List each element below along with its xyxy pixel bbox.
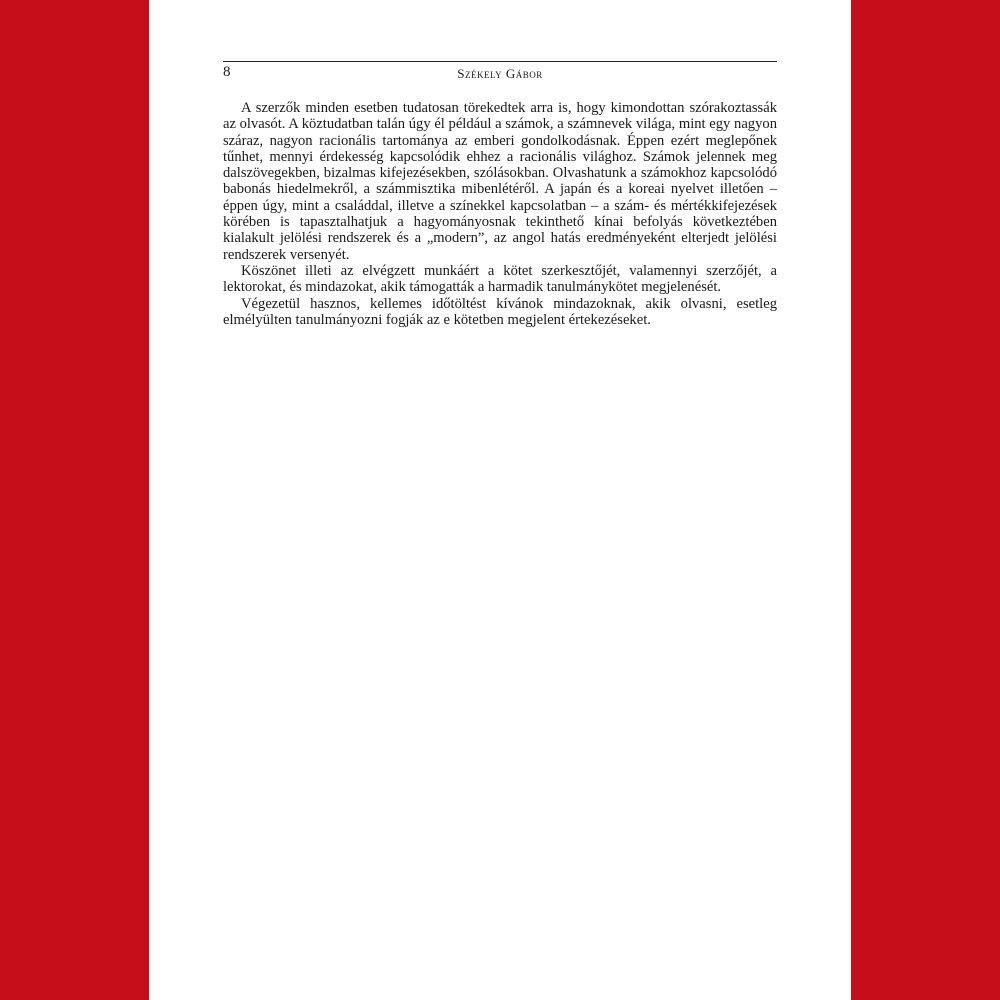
body-text <box>223 100 777 328</box>
paragraph-intro: A szerzők minden esetben tudatosan törekedtek arra is, hogy kimondottan szórakoztassák az olvasót. A köztudatban talán úgy él például a számok, a számnevek világa, mint egy nagyon száraz, nagyon racionális tartománya az emberi gondolkodásnak. Éppen ezért meglepőnek tűnhet, mennyi érdekesség kapcsolódik ehhez a racionális világhoz. Számok jelennek meg dalszövegekben, bizalmas kifejezésekben, szólásokban. Olvashatunk a számokhoz kapcsolódó babonás hiedelmekről, a számmisztika mibenlétéről. A japán és a koreai nyelvet illetően – éppen úgy, mint a családdal, illetve a színekkel kapcsolatban – a szám- és mértékkifejezések körében is tapasztalhatjuk a hagyományosnak tekinthető kínai befolyás következtében kialakult jelölési rendszerek és a „modern”, az angol hatás eredményeként elterjedt jelölési rendszerek versenyét. <box>223 100 777 263</box>
book-page <box>149 0 851 1000</box>
page-number: 8 <box>223 64 231 80</box>
paragraph-closing: Végezetül hasznos, kellemes időtöltést kívánok mindazoknak, akik olvasni, esetleg elmélyülten tanulmányozni fogják az e kötetben megjelent értekezéseket. <box>223 295 777 328</box>
running-head-author: Székely Gábor <box>457 66 543 81</box>
paragraph-acknowledgement: Köszönet illeti az elvégzett munkáért a kötet szerkesztőjét, valamennyi szerzőjét, a lektorokat, és mindazokat, akik támogatták a harmadik tanulmánykötet megjelenését. <box>223 262 777 296</box>
page-header <box>223 61 777 86</box>
